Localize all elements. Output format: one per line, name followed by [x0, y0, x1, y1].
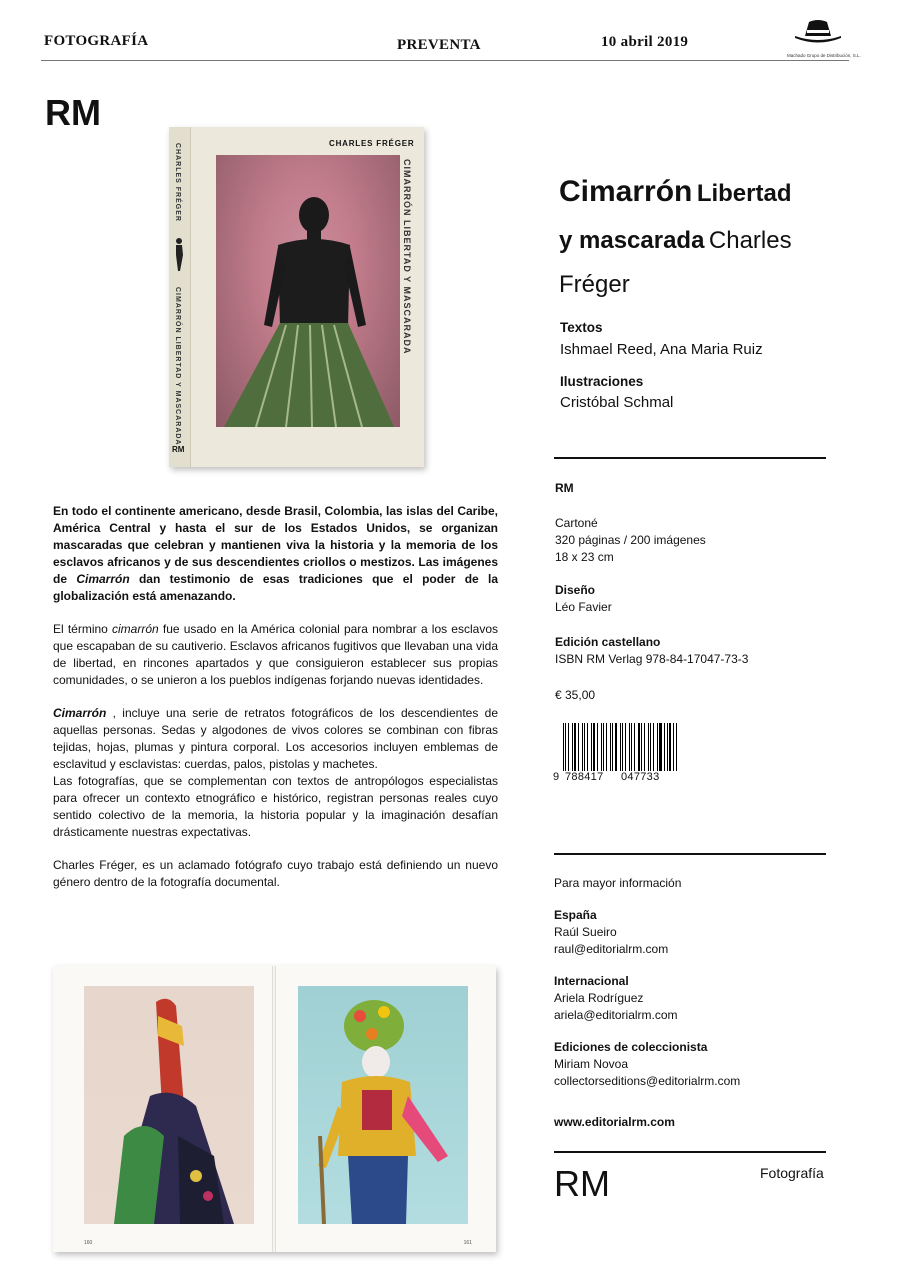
spain-email-link[interactable]: raul@editorialrm.com	[554, 942, 669, 956]
barcode-bar	[610, 723, 611, 771]
publisher-logo: RM	[45, 92, 101, 133]
barcode-bar	[641, 723, 642, 771]
spread-right-photo	[298, 986, 468, 1224]
spread-left-page	[53, 966, 273, 1252]
design-value: Léo Favier	[555, 600, 612, 614]
footer-logo: RM	[554, 1163, 610, 1204]
barcode-bar	[638, 723, 640, 771]
book-author-2: Fréger	[559, 271, 630, 298]
spread-left-photo	[84, 986, 254, 1224]
distributor-caption: Machado Grupo de Distribución, S.L.	[787, 53, 861, 58]
barcode-bar	[644, 723, 645, 771]
spine-figure-icon	[173, 237, 186, 273]
barcode	[553, 723, 678, 783]
paragraph-3	[53, 705, 498, 773]
barcode-bar	[667, 723, 668, 771]
p3-italic: Cimarrón	[53, 706, 107, 720]
barcode-bar	[591, 723, 592, 771]
barcode-bar	[631, 723, 633, 771]
header-category: FOTOGRAFÍA	[44, 33, 149, 49]
book-title-block	[559, 170, 849, 310]
cover-photo	[216, 155, 400, 427]
barcode-bar	[574, 723, 576, 771]
intro-paragraph	[53, 503, 498, 605]
spain-name: Raúl Sueiro	[554, 925, 617, 939]
barcode-bar	[565, 723, 566, 771]
barcode-bar	[615, 723, 617, 771]
barcode-bar	[634, 723, 635, 771]
isbn-value: ISBN RM Verlag 978-84-17047-73-3	[555, 652, 749, 666]
specs-binding: Cartoné	[555, 516, 598, 530]
paragraph-4: Charles Fréger, es un aclamado fotógrafo cuyo trabajo está definiendo un nuevo género dentro de la fotografía documental.	[53, 858, 498, 889]
book-subtitle-2: y mascarada	[559, 227, 705, 254]
barcode-bar	[669, 723, 671, 771]
barcode-bars	[563, 723, 678, 771]
contacts-rule	[554, 853, 826, 855]
barcode-bar	[606, 723, 608, 771]
barcode-bar	[620, 723, 621, 771]
masked-figure-left-image	[84, 986, 254, 1224]
barcode-bar	[584, 723, 586, 771]
header-rule	[41, 60, 849, 61]
p2-text-a: El término	[53, 622, 113, 636]
p3-text-a: , incluye una serie de retratos fotográficos de los descendientes de aquellas personas. Sedas y algodones de vivos colores se combinan con fibras tejidas, hojas, plumas y pintura corporal. Los accesorios incluyen emblemas de esclavitud y esclavistas: cuerdas, palos, pistolas y machetes.	[53, 706, 498, 771]
contacts-intro: Para mayor información	[554, 876, 682, 890]
book-title: Cimarrón	[559, 175, 693, 208]
distributor-logo	[787, 14, 861, 58]
barcode-bar	[673, 723, 674, 771]
cover-figure-image	[216, 155, 400, 427]
barcode-bar	[659, 723, 661, 771]
masked-figure-right-image	[298, 986, 468, 1224]
barcode-bar	[572, 723, 573, 771]
paragraph-3b: Las fotografías, que se complementan con textos de antropólogos especialistas para ofrecer un contexto etnográfico e histórico, registran personas reales cuyo sentido colectivo de la memoria, la historia popular y la imaginación desafían drásticamente nuestras expectativas.	[53, 774, 498, 839]
price: € 35,00	[555, 688, 596, 702]
barcode-bar	[601, 723, 602, 771]
book-spread	[53, 966, 496, 1252]
barcode-bar	[593, 723, 595, 771]
spine-author: CHARLES FRÉGER	[174, 143, 181, 222]
book-subtitle-1: Libertad	[696, 180, 792, 207]
design-label: Diseño	[555, 583, 596, 597]
illustrations-label: Ilustraciones	[560, 374, 644, 389]
barcode-bar	[582, 723, 583, 771]
barcode-bar	[622, 723, 624, 771]
barcode-bar	[664, 723, 665, 771]
barcode-bar	[597, 723, 599, 771]
intro-title-italic: Cimarrón	[76, 572, 130, 586]
intl-name: Ariela Rodríguez	[554, 991, 644, 1005]
barcode-digit-1: 9	[553, 771, 560, 783]
p2-text-b: fue usado en la América colonial para nombrar a los esclavos que escapaban de su cautiverio. Esclavos africanos fugitivos que llevaban una vida de libertad, en rincones apartados y que consiguieron establecer sus propias comunidades, o se unieron a los pueblos indígenas forjando nuevas identidades.	[53, 622, 498, 687]
barcode-bar	[578, 723, 579, 771]
spain-label: España	[554, 908, 597, 922]
spine-title: CIMARRÓN LIBERTAD Y MASCARADA	[174, 287, 181, 446]
footer-category: Fotografía	[760, 1165, 824, 1181]
intl-email-link[interactable]: ariela@editorialrm.com	[554, 1008, 678, 1022]
barcode-bar	[653, 723, 654, 771]
texts-label: Textos	[560, 320, 603, 335]
collectors-label: Ediciones de coleccionista	[554, 1040, 708, 1054]
barcode-bar	[603, 723, 604, 771]
cover-author: CHARLES FRÉGER	[329, 139, 415, 148]
barcode-bar	[563, 723, 564, 771]
barcode-bar	[676, 723, 677, 771]
barcode-bar	[657, 723, 659, 771]
footer-rule	[554, 1151, 826, 1153]
left-page-number: 160	[84, 1240, 93, 1246]
specs-block	[555, 480, 748, 704]
barcode-bar	[629, 723, 630, 771]
collectors-email-link[interactable]: collectorseditions@editorialrm.com	[554, 1074, 741, 1088]
book-author-1: Charles	[708, 227, 792, 254]
header-status: PREVENTA	[397, 37, 481, 53]
illustrations-value: Cristóbal Schmal	[560, 394, 674, 411]
spread-right-page	[276, 966, 496, 1252]
intro-text-end: dan testimonio de esas tradiciones que el poder de la globalización está amenazando.	[53, 572, 499, 603]
barcode-bar	[587, 723, 588, 771]
collectors-name: Miriam Novoa	[554, 1057, 629, 1071]
barcode-bar	[612, 723, 613, 771]
cover-spine	[169, 127, 191, 467]
texts-value: Ishmael Reed, Ana Maria Ruiz	[560, 341, 763, 358]
specs-pages: 320 páginas / 200 imágenes	[555, 533, 706, 547]
intro-text: En todo el continente americano, desde Brasil, Colombia, las islas del Caribe, América Central y hasta el sur de los Estados Unidos, se organizan mascaradas que celebran y mantienen viva la historia y la memoria de los esclavos africanos y de sus descendientes criollos o mestizos. Las imágenes de	[53, 504, 498, 586]
header-date: 10 abril 2019	[601, 34, 689, 50]
cover-spine-title: CIMARRÓN LIBERTAD Y MASCARADA	[402, 159, 412, 355]
paragraph-2	[53, 621, 498, 689]
barcode-bar	[648, 723, 650, 771]
spine-logo: RM	[172, 445, 185, 454]
edition-label: Edición castellano	[555, 635, 661, 649]
specs-publisher: RM	[555, 481, 574, 495]
barcode-bar	[625, 723, 626, 771]
description	[53, 503, 498, 907]
barcode-digit-3: 047733	[621, 771, 660, 783]
contacts-block	[554, 875, 740, 1131]
distributor-hat-icon	[787, 14, 849, 48]
barcode-digit-2: 788417	[565, 771, 604, 783]
right-page-number: 161	[463, 1240, 472, 1246]
p2-italic: cimarrón	[112, 622, 159, 636]
website-link[interactable]: www.editorialrm.com	[554, 1115, 675, 1129]
barcode-bar	[568, 723, 570, 771]
specs-rule	[554, 457, 826, 459]
barcode-bar	[650, 723, 651, 771]
intl-label: Internacional	[554, 974, 629, 988]
book-cover	[169, 127, 424, 467]
specs-size: 18 x 23 cm	[555, 550, 614, 564]
